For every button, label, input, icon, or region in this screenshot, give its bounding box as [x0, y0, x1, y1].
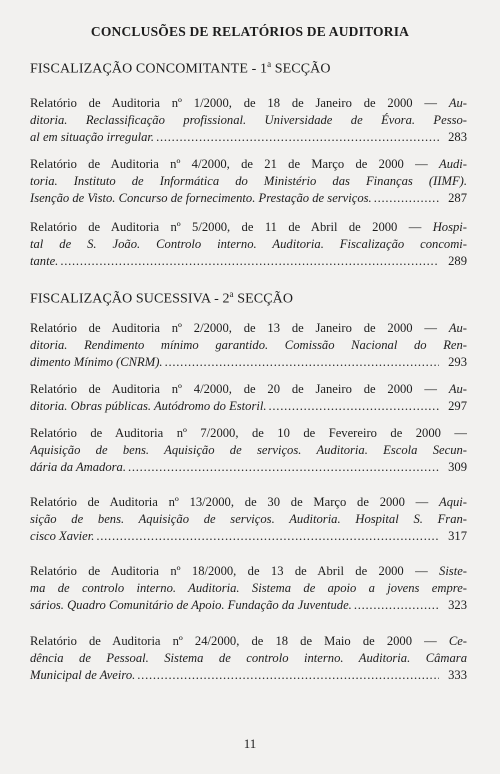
- entry-line-1: [30, 381, 467, 398]
- dot-leader: [137, 667, 439, 684]
- entry-line-1: [30, 95, 467, 112]
- page-reference: 323: [448, 598, 467, 612]
- entry-text-italic: cisco Xavier.: [30, 529, 95, 543]
- entry-line-1: [30, 425, 467, 442]
- entry-text: Relatório de Auditoria nº 4/2000, de 21 de Março de 2000 —: [30, 157, 440, 171]
- section-heading-concomitante: [30, 59, 331, 78]
- entry-line-1: [30, 494, 467, 511]
- dot-leader: [374, 190, 439, 207]
- entry-line-1: [30, 320, 467, 337]
- page-reference: 287: [448, 191, 467, 205]
- entry-line-2: ditoria. Rendimento mínimo garantido. Comissão Nacional do Ren-: [30, 338, 467, 352]
- section-heading-sup: a: [267, 59, 272, 69]
- entry-line-2: tal de S. João. Controlo interno. Auditoria. Fiscalização concomi-: [30, 237, 467, 251]
- entry-text: Relatório de Auditoria nº 13/2000, de 30 de Março de 2000 —: [30, 495, 440, 509]
- entry-line-2: ditoria. Reclassificação profissional. Universidade de Évora. Pesso-: [30, 113, 467, 127]
- section-heading-sucessiva: [30, 289, 293, 308]
- toc-entry[interactable]: [30, 156, 467, 207]
- toc-entry[interactable]: [30, 219, 467, 270]
- page-title: CONCLUSÕES DE RELATÓRIOS DE AUDITORIA: [90, 24, 410, 39]
- entry-line-3: [30, 528, 467, 545]
- dot-leader: [128, 459, 439, 476]
- toc-entry[interactable]: [30, 320, 467, 371]
- entry-line-2: dência de Pessoal. Sistema de controlo interno. Auditoria. Câmara: [30, 651, 467, 665]
- entry-text-italic: Aqui-: [439, 495, 467, 509]
- page-reference: 293: [448, 355, 467, 369]
- entry-text: Relatório de Auditoria nº 7/2000, de 10 de Fevereiro de 2000 —: [30, 426, 467, 440]
- page-reference: 309: [448, 460, 467, 474]
- entry-text: Relatório de Auditoria nº 18/2000, de 13 de Abril de 2000 —: [30, 564, 440, 578]
- toc-entry[interactable]: [30, 563, 467, 614]
- entry-text-italic: Audi-: [439, 157, 467, 171]
- page-number: 11: [243, 736, 257, 751]
- dot-leader: [165, 354, 439, 371]
- entry-text-italic: Au-: [448, 382, 467, 396]
- toc-entry[interactable]: [30, 425, 467, 476]
- entry-line-1: [30, 563, 467, 580]
- entry-line-3: [30, 129, 467, 146]
- entry-line-3: [30, 253, 467, 270]
- page-reference: 289: [448, 254, 467, 268]
- entry-line-2: [30, 398, 467, 415]
- entry-text-italic: sários. Quadro Comunitário de Apoio. Fundação da Juventude.: [30, 598, 352, 612]
- section-heading-suffix: SECÇÃO: [233, 291, 294, 307]
- toc-entry[interactable]: [30, 494, 467, 545]
- entry-text-italic: Au-: [448, 96, 467, 110]
- dot-leader: [354, 597, 439, 614]
- entry-text-italic: al em situação irregular.: [30, 130, 155, 144]
- section-heading-suffix: SECÇÃO: [271, 61, 331, 77]
- entry-text: Relatório de Auditoria nº 2/2000, de 13 de Janeiro de 2000 —: [30, 321, 449, 335]
- dot-leader: [269, 398, 439, 415]
- page-reference: 283: [448, 130, 467, 144]
- entry-line-1: [30, 219, 467, 236]
- entry-text: Relatório de Auditoria nº 1/2000, de 18 de Janeiro de 2000 —: [30, 96, 449, 110]
- entry-text: Relatório de Auditoria nº 4/2000, de 20 de Janeiro de 2000 —: [30, 382, 449, 396]
- dot-leader: [156, 129, 439, 146]
- entry-line-3: [30, 190, 467, 207]
- dot-leader: [96, 528, 439, 545]
- toc-entry[interactable]: [30, 381, 467, 415]
- toc-entry[interactable]: [30, 95, 467, 146]
- entry-text-italic: dimento Mínimo (CNRM).: [30, 355, 163, 369]
- entry-line-3: [30, 597, 467, 614]
- page-reference: 297: [448, 399, 467, 413]
- entry-line-3: [30, 667, 467, 684]
- entry-line-3: [30, 354, 467, 371]
- entry-line-2: Aquisição de bens. Aquisição de serviços. Auditoria. Escola Secun-: [30, 443, 467, 457]
- entry-text-italic: Ce-: [448, 634, 467, 648]
- section-heading-sup: a: [229, 289, 234, 299]
- entry-line-1: [30, 156, 467, 173]
- entry-line-2: sição de bens. Aquisição de serviços. Auditoria. Hospital S. Fran-: [30, 512, 467, 526]
- page-reference: 317: [448, 529, 467, 543]
- toc-entry[interactable]: [30, 633, 467, 684]
- entry-text-italic: tante.: [30, 254, 59, 268]
- entry-text-italic: Municipal de Aveiro.: [30, 668, 136, 682]
- dot-leader: [60, 253, 439, 270]
- entry-text-italic: ditoria. Obras públicas. Autódromo do Estoril.: [30, 399, 267, 413]
- entry-line-2: ma de controlo interno. Auditoria. Sistema de apoio a jovens empre-: [30, 581, 467, 595]
- entry-line-1: [30, 633, 467, 650]
- entry-text-italic: Siste-: [439, 564, 467, 578]
- entry-text-italic: Au-: [448, 321, 467, 335]
- entry-text: Relatório de Auditoria nº 24/2000, de 18 de Maio de 2000 —: [30, 634, 449, 648]
- section-heading-text: FISCALIZAÇÃO CONCOMITANTE - 1: [30, 61, 268, 77]
- entry-text: Relatório de Auditoria nº 5/2000, de 11 de Abril de 2000 —: [30, 220, 433, 234]
- entry-text-italic: Isenção de Visto. Concurso de fornecimento. Prestação de serviços.: [30, 191, 372, 205]
- entry-text-italic: dária da Amadora.: [30, 460, 126, 474]
- section-heading-text: FISCALIZAÇÃO SUCESSIVA - 2: [30, 291, 230, 307]
- entry-text-italic: Hospi-: [432, 220, 467, 234]
- entry-line-2: toria. Instituto de Informática do Ministério das Finanças (IIMF).: [30, 174, 467, 188]
- entry-line-3: [30, 459, 467, 476]
- page-reference: 333: [448, 668, 467, 682]
